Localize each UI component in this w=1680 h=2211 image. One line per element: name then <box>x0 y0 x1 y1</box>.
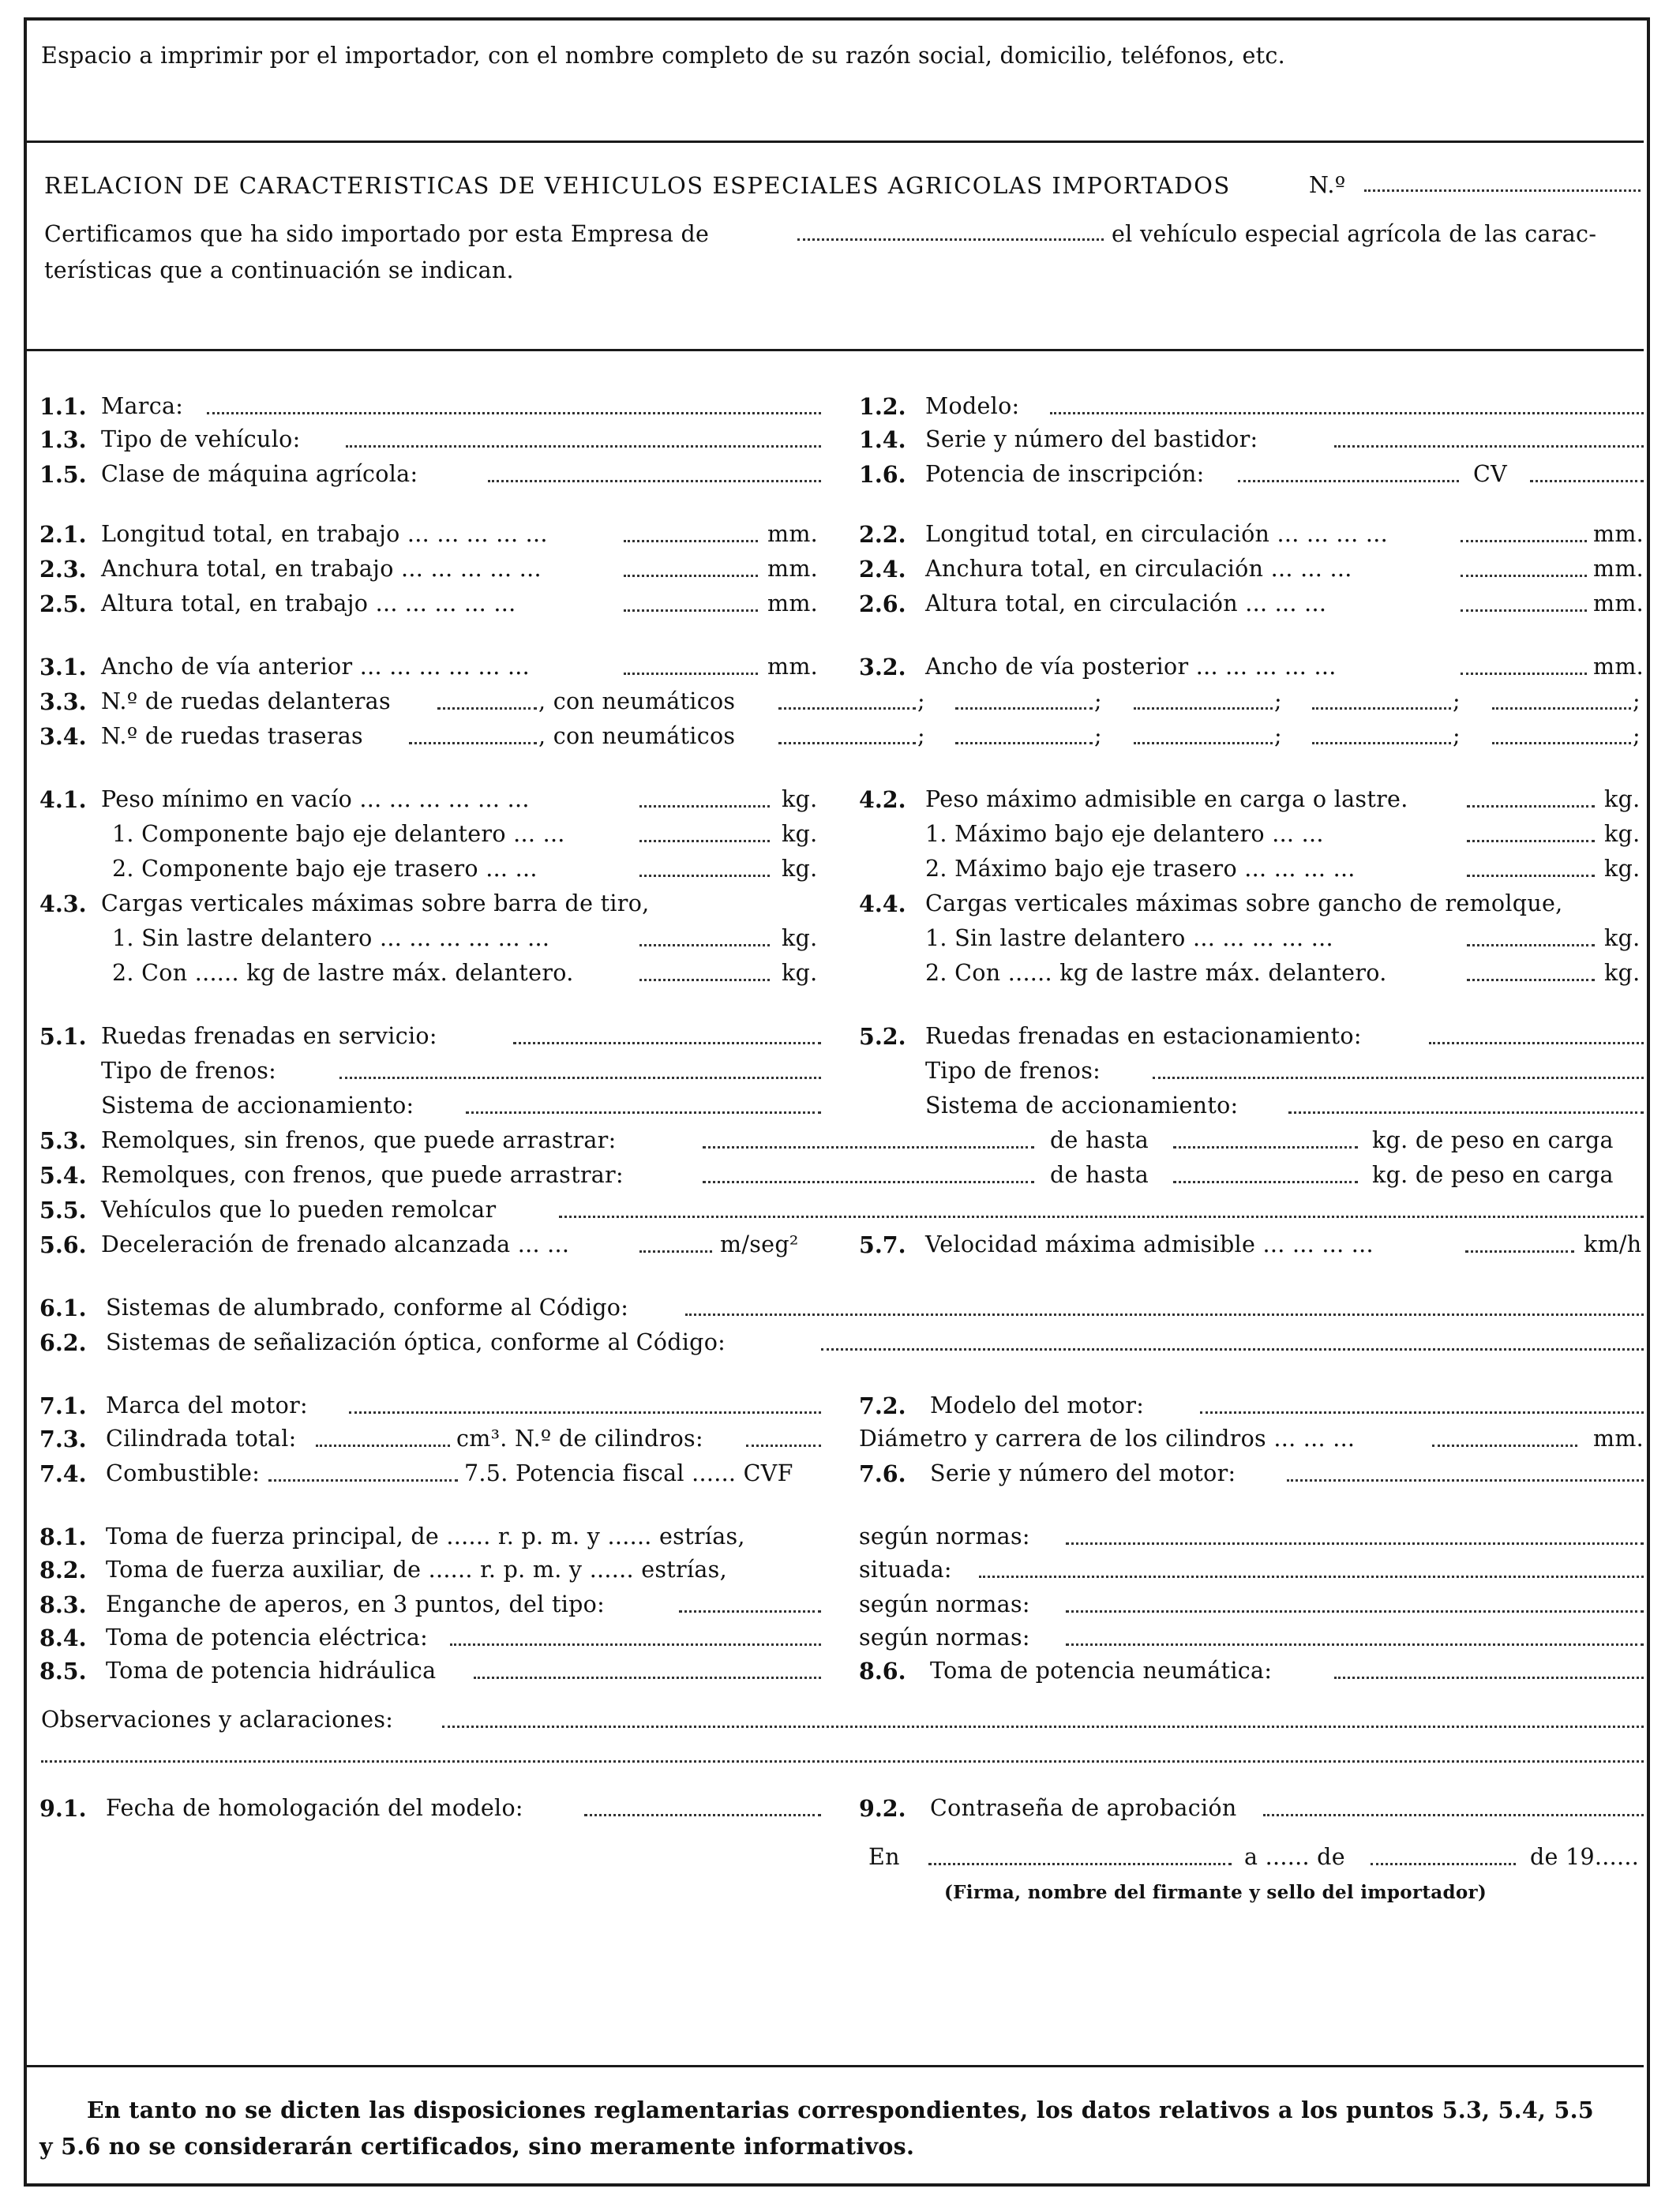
field-r42[interactable] <box>1467 805 1595 808</box>
field-r25[interactable] <box>624 609 758 612</box>
label-r33: N.º de ruedas delanteras <box>101 688 391 714</box>
item-number: 8.1. <box>39 1523 87 1550</box>
label-r84: Toma de potencia eléctrica: <box>106 1625 429 1651</box>
field-r72[interactable] <box>1200 1411 1644 1414</box>
item-number: 5.4. <box>39 1162 87 1189</box>
label-r34b: , con neumáticos <box>538 723 736 749</box>
label-r74: Combustible: <box>106 1460 261 1486</box>
label-r92: Contraseña de aprobación <box>930 1795 1237 1821</box>
label-r23: Anchura total, en trabajo ... ... ... ... ... <box>101 556 542 582</box>
field-potencia-inscripcion[interactable] <box>1238 480 1459 482</box>
unit-kg: kg. <box>1604 821 1641 847</box>
item-number: 5.6. <box>39 1231 87 1258</box>
field-marca[interactable] <box>207 412 821 414</box>
label-r41: Peso mínimo en vacío ... ... ... ... ... ... <box>101 786 530 812</box>
field-neumatico-2[interactable] <box>955 742 1093 744</box>
field-r81-normas[interactable] <box>1066 1542 1644 1545</box>
field-neumatico-3[interactable] <box>1134 742 1273 744</box>
label-r25: Altura total, en trabajo ... ... ... ... ... <box>101 590 516 616</box>
item-number: 8.2. <box>39 1557 87 1583</box>
field-r85[interactable] <box>474 1677 821 1679</box>
field-r73-cilindros[interactable] <box>746 1445 821 1447</box>
separator: ; <box>1633 723 1641 749</box>
form-number-label: N.º <box>1309 172 1346 198</box>
item-number: 8.6. <box>859 1658 906 1684</box>
label-r34: N.º de ruedas traseras <box>101 723 363 749</box>
unit-mm: mm. <box>1593 521 1644 547</box>
label-r41b: 2. Componente bajo eje trasero ... ... <box>112 856 538 882</box>
label-de-19: de 19...... <box>1530 1844 1640 1870</box>
field-r73[interactable] <box>316 1445 450 1447</box>
label-de-hasta: de hasta <box>1050 1127 1149 1153</box>
form-title: RELACION DE CARACTERISTICAS DE VEHICULOS ESPECIALES AGRICOLAS IMPORTADOS <box>44 172 1231 199</box>
unit-kg: kg. <box>1604 960 1641 986</box>
label-r57: Velocidad máxima admisible ... ... ... ... <box>925 1231 1374 1257</box>
label-r44: Cargas verticales máximas sobre gancho de remolque, <box>925 890 1563 916</box>
label-r42a: 1. Máximo bajo eje delantero ... ... <box>925 821 1324 847</box>
field-modelo[interactable] <box>1050 412 1644 414</box>
unit-kg: kg. <box>782 856 818 882</box>
field-tipo-vehiculo[interactable] <box>346 445 821 448</box>
item-number: 4.1. <box>39 786 87 813</box>
field-r44b[interactable] <box>1467 979 1595 981</box>
label-r42b: 2. Máximo bajo eje trasero ... ... ... ... <box>925 856 1356 882</box>
field-r41b[interactable] <box>639 875 770 877</box>
field-r92[interactable] <box>1263 1814 1644 1816</box>
item-number: 1.4. <box>859 426 906 453</box>
form-number-field[interactable] <box>1364 189 1641 192</box>
item-number: 7.3. <box>39 1426 87 1452</box>
label-r83: Enganche de aperos, en 3 puntos, del tipo: <box>106 1591 606 1617</box>
label-r52: Ruedas frenadas en estacionamiento: <box>925 1023 1362 1049</box>
item-number: 3.2. <box>859 654 906 680</box>
field-r42a[interactable] <box>1467 840 1595 842</box>
field-neumatico-5[interactable] <box>1492 707 1631 710</box>
field-cv-extra[interactable] <box>1530 480 1644 482</box>
separator: ; <box>917 723 925 749</box>
unit-kmh: km/h <box>1584 1231 1642 1257</box>
field-r23[interactable] <box>624 575 758 577</box>
label-peso-carga: kg. de peso en carga <box>1372 1162 1614 1188</box>
label-r33b: , con neumáticos <box>538 688 736 714</box>
separator: ; <box>1453 688 1461 714</box>
item-number: 8.5. <box>39 1658 87 1684</box>
label-r43: Cargas verticales máximas sobre barra de tiro, <box>101 890 650 916</box>
field-neumatico-4[interactable] <box>1312 742 1451 744</box>
unit-mm: mm. <box>767 521 819 547</box>
label-situada: situada: <box>859 1557 952 1583</box>
field-r33-count[interactable] <box>437 707 537 710</box>
item-number: 3.4. <box>39 723 87 750</box>
label-r51a: Tipo de frenos: <box>101 1058 277 1084</box>
signature-caption: (Firma, nombre del firmante y sello del importador) <box>944 1882 1487 1903</box>
label-r73: Cilindrada total: <box>106 1426 297 1452</box>
label-r73c: Diámetro y carrera de los cilindros ... ... ... <box>859 1426 1356 1452</box>
label-observaciones: Observaciones y aclaraciones: <box>41 1707 394 1733</box>
field-r54[interactable] <box>703 1181 1034 1183</box>
item-number: 2.2. <box>859 521 906 548</box>
item-number: 5.2. <box>859 1023 906 1050</box>
field-r62[interactable] <box>821 1348 1644 1351</box>
separator: ; <box>1274 723 1282 749</box>
label-r31: Ancho de vía anterior ... ... ... ... ... ... <box>101 654 531 680</box>
item-number: 3.1. <box>39 654 87 680</box>
cert-text-c: terísticas que a continuación se indican. <box>44 257 514 283</box>
company-field[interactable] <box>797 238 1104 241</box>
label-r85: Toma de potencia hidráulica <box>106 1658 437 1684</box>
cert-text-a: Certificamos que ha sido importado por esta Empresa de <box>44 221 710 247</box>
field-lugar[interactable] <box>928 1863 1232 1865</box>
label-r22: Longitud total, en circulación ... ... ... ... <box>925 521 1388 547</box>
field-r41a[interactable] <box>639 840 770 842</box>
unit-mm: mm. <box>1593 1426 1644 1452</box>
field-r57[interactable] <box>1465 1250 1574 1253</box>
item-number: 2.5. <box>39 590 87 617</box>
field-r83[interactable] <box>679 1610 821 1613</box>
label-r51: Ruedas frenadas en servicio: <box>101 1023 437 1049</box>
field-r52a[interactable] <box>1153 1077 1644 1079</box>
item-number: 5.5. <box>39 1197 87 1224</box>
separator: ; <box>1094 723 1102 749</box>
footer-note-line-2: y 5.6 no se considerarán certificados, sino meramente informativos. <box>39 2133 915 2160</box>
field-r86[interactable] <box>1334 1677 1644 1679</box>
field-r54-hasta[interactable] <box>1173 1181 1358 1183</box>
label-tipo-vehiculo: Tipo de vehículo: <box>101 426 301 452</box>
separator: ; <box>1453 723 1461 749</box>
label-r21: Longitud total, en trabajo ... ... ... ... ... <box>101 521 548 547</box>
unit-kg: kg. <box>782 786 818 812</box>
field-r84[interactable] <box>450 1643 821 1646</box>
field-r41[interactable] <box>639 805 770 808</box>
importer-space-note: Espacio a imprimir por el importador, con el nombre completo de su razón social, domicilio, teléfonos, etc. <box>41 43 1285 69</box>
item-number: 2.6. <box>859 590 906 617</box>
label-segun-normas: según normas: <box>859 1625 1030 1651</box>
item-number: 5.3. <box>39 1127 87 1154</box>
field-r51b[interactable] <box>466 1111 821 1114</box>
label-r42: Peso máximo admisible en carga o lastre. <box>925 786 1408 812</box>
unit-mm: mm. <box>767 556 819 582</box>
field-serie-bastidor[interactable] <box>1334 445 1644 448</box>
field-r74[interactable] <box>268 1479 458 1482</box>
item-number: 8.3. <box>39 1591 87 1618</box>
field-r34-count[interactable] <box>409 742 537 744</box>
label-r72: Modelo del motor: <box>930 1392 1145 1418</box>
divider <box>24 349 1644 351</box>
unit-mm: mm. <box>1593 590 1644 616</box>
label-r26: Altura total, en circulación ... ... ... <box>925 590 1327 616</box>
label-r24: Anchura total, en circulación ... ... ... <box>925 556 1352 582</box>
field-observaciones-2[interactable] <box>41 1760 1644 1763</box>
separator: ; <box>1274 688 1282 714</box>
label-r51b: Sistema de accionamiento: <box>101 1092 414 1119</box>
unit-kg: kg. <box>1604 786 1641 812</box>
field-r56[interactable] <box>639 1250 712 1253</box>
unit-kg: kg. <box>1604 856 1641 882</box>
field-r21[interactable] <box>624 540 758 542</box>
label-r43a: 1. Sin lastre delantero ... ... ... ... ... ... <box>112 925 550 951</box>
item-number: 9.2. <box>859 1795 906 1822</box>
cert-text-b: el vehículo especial agrícola de las carac- <box>1112 221 1597 247</box>
field-r61[interactable] <box>685 1313 1644 1316</box>
item-number: 1.1. <box>39 393 87 420</box>
field-r73c[interactable] <box>1432 1445 1577 1447</box>
unit-mm: mm. <box>1593 654 1644 680</box>
item-number: 7.6. <box>859 1460 906 1487</box>
field-r44a[interactable] <box>1467 944 1595 946</box>
unit-cv: CV <box>1473 461 1507 487</box>
field-r71[interactable] <box>349 1411 821 1414</box>
item-number: 2.4. <box>859 556 906 583</box>
item-number: 2.1. <box>39 521 87 548</box>
item-number: 6.1. <box>39 1295 87 1321</box>
unit-kg: kg. <box>782 821 818 847</box>
field-r52[interactable] <box>1429 1042 1644 1044</box>
label-de-hasta: de hasta <box>1050 1162 1149 1188</box>
field-neumatico-2[interactable] <box>955 707 1093 710</box>
field-r51a[interactable] <box>339 1077 821 1079</box>
item-number: 1.2. <box>859 393 906 420</box>
field-r53[interactable] <box>703 1146 1034 1149</box>
item-number: 4.2. <box>859 786 906 813</box>
label-serie-bastidor: Serie y número del bastidor: <box>925 426 1258 452</box>
field-r43a[interactable] <box>639 944 770 946</box>
label-r73b: cm³. N.º de cilindros: <box>456 1426 703 1452</box>
label-r41a: 1. Componente bajo eje delantero ... ... <box>112 821 565 847</box>
unit-kg: kg. <box>1604 925 1641 951</box>
label-r82: Toma de fuerza auxiliar, de ...... r. p. m. y ...... estrías, <box>106 1557 727 1583</box>
field-neumatico-4[interactable] <box>1312 707 1451 710</box>
unit-kg: kg. <box>782 925 818 951</box>
label-r71: Marca del motor: <box>106 1392 308 1418</box>
item-number: 9.1. <box>39 1795 87 1822</box>
item-number: 1.6. <box>859 461 906 488</box>
field-r52b[interactable] <box>1288 1111 1644 1114</box>
separator: ; <box>1633 688 1641 714</box>
unit-mm: mm. <box>767 590 819 616</box>
field-r76[interactable] <box>1287 1479 1644 1482</box>
field-r32[interactable] <box>1461 673 1587 675</box>
label-r62: Sistemas de señalización óptica, conforme al Código: <box>106 1329 726 1355</box>
item-number: 5.7. <box>859 1231 906 1258</box>
item-number: 7.2. <box>859 1392 906 1419</box>
label-r61: Sistemas de alumbrado, conforme al Código: <box>106 1295 629 1321</box>
field-neumatico-5[interactable] <box>1492 742 1631 744</box>
label-r55: Vehículos que lo pueden remolcar <box>101 1197 497 1223</box>
label-segun-normas: según normas: <box>859 1591 1030 1617</box>
separator: ; <box>1094 688 1102 714</box>
label-marca: Marca: <box>101 393 184 419</box>
label-en: En <box>868 1844 900 1870</box>
label-modelo: Modelo: <box>925 393 1020 419</box>
unit-mm: mm. <box>767 654 819 680</box>
field-r42b[interactable] <box>1467 875 1595 877</box>
field-r83-normas[interactable] <box>1066 1610 1644 1613</box>
label-peso-carga: kg. de peso en carga <box>1372 1127 1614 1153</box>
label-r44b: 2. Con ...... kg de lastre máx. delantero. <box>925 960 1387 986</box>
unit-mm: mm. <box>1593 556 1644 582</box>
label-segun-normas: según normas: <box>859 1523 1030 1550</box>
separator: ; <box>917 688 925 714</box>
label-r52b: Sistema de accionamiento: <box>925 1092 1239 1119</box>
field-observaciones-1[interactable] <box>442 1726 1644 1728</box>
field-r82-situada[interactable] <box>979 1576 1644 1578</box>
item-number: 7.4. <box>39 1460 87 1487</box>
label-a-de: a ...... de <box>1244 1844 1345 1870</box>
field-r24[interactable] <box>1461 575 1587 577</box>
item-number: 5.1. <box>39 1023 87 1050</box>
footer-note-line-1: En tanto no se dicten las disposiciones reglamentarias correspondientes, los datos relativos a los puntos 5.3, 5.4, 5.5 <box>87 2097 1594 2123</box>
field-r26[interactable] <box>1461 609 1587 612</box>
label-r43b: 2. Con ...... kg de lastre máx. delantero. <box>112 960 574 986</box>
label-r52a: Tipo de frenos: <box>925 1058 1101 1084</box>
field-r22[interactable] <box>1461 540 1587 542</box>
label-r86: Toma de potencia neumática: <box>930 1658 1273 1684</box>
item-number: 4.3. <box>39 890 87 917</box>
label-r76: Serie y número del motor: <box>930 1460 1236 1486</box>
item-number: 4.4. <box>859 890 906 917</box>
label-r44a: 1. Sin lastre delantero ... ... ... ... ... <box>925 925 1333 951</box>
label-r53: Remolques, sin frenos, que puede arrastrar: <box>101 1127 617 1153</box>
label-r56: Deceleración de frenado alcanzada ... ... <box>101 1231 570 1257</box>
field-r31[interactable] <box>624 673 758 675</box>
item-number: 2.3. <box>39 556 87 583</box>
label-potencia-inscripcion: Potencia de inscripción: <box>925 461 1205 487</box>
field-r43b[interactable] <box>639 979 770 981</box>
unit-ms: m/seg² <box>720 1231 799 1257</box>
item-number: 6.2. <box>39 1329 87 1356</box>
field-r55[interactable] <box>559 1216 1644 1218</box>
field-neumatico-3[interactable] <box>1134 707 1273 710</box>
label-r75: 7.5. Potencia fiscal ...... CVF <box>464 1460 793 1486</box>
field-r91[interactable] <box>584 1814 821 1816</box>
item-number: 7.1. <box>39 1392 87 1419</box>
field-r84-normas[interactable] <box>1066 1643 1644 1646</box>
divider <box>24 2065 1644 2067</box>
field-mes[interactable] <box>1371 1863 1516 1865</box>
unit-kg: kg. <box>782 960 818 986</box>
item-number: 3.3. <box>39 688 87 715</box>
label-r32: Ancho de vía posterior ... ... ... ... ... <box>925 654 1337 680</box>
field-r51[interactable] <box>513 1042 821 1044</box>
field-clase-maquina[interactable] <box>488 480 821 482</box>
label-clase-maquina: Clase de máquina agrícola: <box>101 461 418 487</box>
divider <box>24 141 1644 143</box>
item-number: 1.3. <box>39 426 87 453</box>
label-r91: Fecha de homologación del modelo: <box>106 1795 523 1821</box>
item-number: 8.4. <box>39 1625 87 1651</box>
field-r53-hasta[interactable] <box>1173 1146 1358 1149</box>
field-neumatico-1[interactable] <box>778 707 916 710</box>
label-r54: Remolques, con frenos, que puede arrastrar: <box>101 1162 624 1188</box>
field-neumatico-1[interactable] <box>778 742 916 744</box>
item-number: 1.5. <box>39 461 87 488</box>
label-r81: Toma de fuerza principal, de ...... r. p. m. y ...... estrías, <box>106 1523 745 1550</box>
